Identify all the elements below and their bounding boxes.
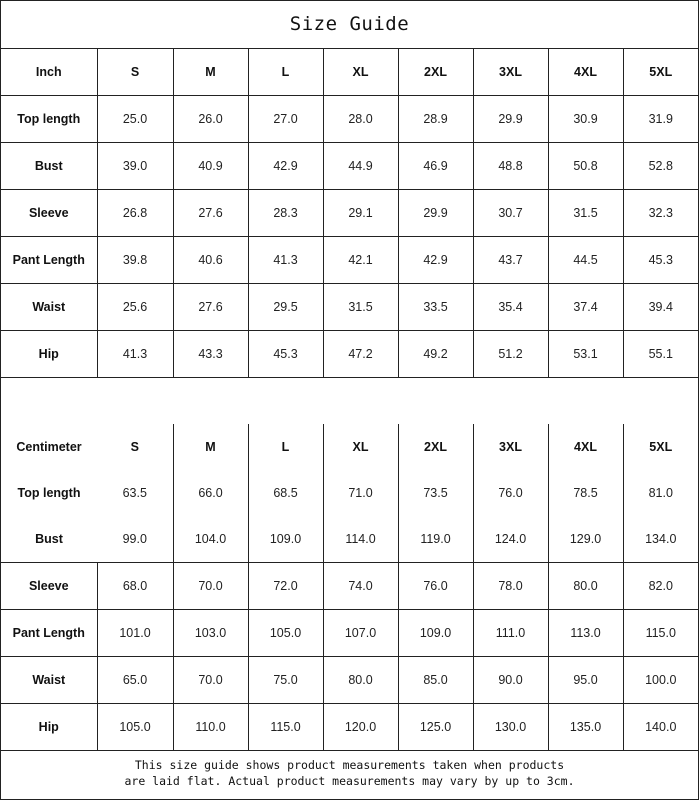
table-cell: 27.6 <box>173 284 248 331</box>
table-cell: 65.0 <box>97 657 173 704</box>
size-header: 5XL <box>623 49 698 96</box>
table-cell: 107.0 <box>323 610 398 657</box>
size-header: 3XL <box>473 424 548 470</box>
table-cell: 78.0 <box>473 563 548 610</box>
table-cell: 95.0 <box>548 657 623 704</box>
row-label: Top length <box>1 96 97 143</box>
size-header: M <box>173 424 248 470</box>
table-cell: 82.0 <box>623 563 698 610</box>
table-cell: 41.3 <box>97 331 173 378</box>
table-cell: 53.1 <box>548 331 623 378</box>
size-header: 4XL <box>548 49 623 96</box>
table-cell: 135.0 <box>548 704 623 751</box>
table-cell: 41.3 <box>248 237 323 284</box>
table-cell: 66.0 <box>173 470 248 516</box>
table-cell: 44.9 <box>323 143 398 190</box>
table-cell: 125.0 <box>398 704 473 751</box>
note-line-1: This size guide shows product measurements taken when products <box>134 758 565 772</box>
table-cell: 63.5 <box>97 470 173 516</box>
table-cell: 74.0 <box>323 563 398 610</box>
table-cell: 26.8 <box>97 190 173 237</box>
row-label: Pant Length <box>1 610 97 657</box>
table-cell: 68.0 <box>97 563 173 610</box>
row-label: Pant Length <box>1 237 97 284</box>
table-row <box>1 657 698 704</box>
row-label: Waist <box>1 657 97 704</box>
table-cell: 73.5 <box>398 470 473 516</box>
size-header: 2XL <box>398 49 473 96</box>
table-cell: 28.3 <box>248 190 323 237</box>
table-cell: 76.0 <box>398 563 473 610</box>
table-cell: 25.6 <box>97 284 173 331</box>
table-row <box>1 143 698 190</box>
table-cell: 80.0 <box>323 657 398 704</box>
table-cell: 114.0 <box>323 516 398 563</box>
table-cell: 27.6 <box>173 190 248 237</box>
table-cell: 109.0 <box>248 516 323 563</box>
size-header: S <box>97 424 173 470</box>
table-cell: 130.0 <box>473 704 548 751</box>
centimeter-header-row <box>1 424 698 470</box>
row-label: Sleeve <box>1 190 97 237</box>
table-cell: 37.4 <box>548 284 623 331</box>
size-header: 4XL <box>548 424 623 470</box>
table-cell: 29.1 <box>323 190 398 237</box>
table-cell: 32.3 <box>623 190 698 237</box>
row-label: Bust <box>1 516 97 563</box>
table-cell: 50.8 <box>548 143 623 190</box>
page-title: Size Guide <box>1 1 698 49</box>
table-cell: 129.0 <box>548 516 623 563</box>
size-header: 3XL <box>473 49 548 96</box>
table-cell: 30.7 <box>473 190 548 237</box>
table-cell: 75.0 <box>248 657 323 704</box>
table-cell: 68.5 <box>248 470 323 516</box>
size-header: 5XL <box>649 440 673 454</box>
table-spacer <box>1 378 698 424</box>
table-cell: 45.3 <box>623 237 698 284</box>
table-cell: 76.0 <box>473 470 548 516</box>
table-cell: 111.0 <box>473 610 548 657</box>
table-cell: 49.2 <box>398 331 473 378</box>
table-cell: 42.1 <box>323 237 398 284</box>
table-cell: 28.0 <box>323 96 398 143</box>
table-cell: 101.0 <box>97 610 173 657</box>
table-cell: 31.5 <box>323 284 398 331</box>
table-row <box>1 516 698 563</box>
row-label: Hip <box>1 331 97 378</box>
table-cell: 134.0 <box>623 516 698 563</box>
table-cell: 110.0 <box>173 704 248 751</box>
table-row <box>1 190 698 237</box>
table-cell: 115.0 <box>623 610 698 657</box>
table-row <box>1 331 698 378</box>
row-label: Sleeve <box>1 563 97 610</box>
table-cell: 45.3 <box>248 331 323 378</box>
size-header: XL <box>323 49 398 96</box>
table-cell: 47.2 <box>323 331 398 378</box>
inch-header-row <box>1 49 698 96</box>
size-header: L <box>248 49 323 96</box>
table-cell: 70.0 <box>173 563 248 610</box>
table-cell: 124.0 <box>473 516 548 563</box>
inch-size-table <box>1 49 698 378</box>
row-label: Waist <box>1 284 97 331</box>
table-cell: 44.5 <box>548 237 623 284</box>
table-cell: 29.9 <box>398 190 473 237</box>
table-cell: 119.0 <box>398 516 473 563</box>
table-row <box>1 563 698 610</box>
table-cell: 31.5 <box>548 190 623 237</box>
table-cell: 55.1 <box>623 331 698 378</box>
table-cell: 42.9 <box>398 237 473 284</box>
measurement-note <box>1 750 698 795</box>
table-cell: 39.0 <box>97 143 173 190</box>
table-cell: 39.4 <box>623 284 698 331</box>
table-cell: 52.8 <box>623 143 698 190</box>
size-header: M <box>173 49 248 96</box>
table-cell: 35.4 <box>473 284 548 331</box>
table-cell: 39.8 <box>97 237 173 284</box>
table-cell: 105.0 <box>248 610 323 657</box>
table-cell: 31.9 <box>623 96 698 143</box>
centimeter-size-table <box>1 424 698 750</box>
table-cell: 46.9 <box>398 143 473 190</box>
table-cell: 78.5 <box>548 470 623 516</box>
table-row <box>1 470 698 516</box>
table-cell: 113.0 <box>548 610 623 657</box>
table-cell: 33.5 <box>398 284 473 331</box>
table-cell: 25.0 <box>97 96 173 143</box>
table-cell: 42.9 <box>248 143 323 190</box>
table-cell: 29.9 <box>473 96 548 143</box>
table-cell: 100.0 <box>623 657 698 704</box>
table-cell: 28.9 <box>398 96 473 143</box>
row-label: Top length <box>17 486 81 500</box>
table-cell: 104.0 <box>173 516 248 563</box>
table-cell: 51.2 <box>473 331 548 378</box>
table-cell: 30.9 <box>548 96 623 143</box>
table-cell: 71.0 <box>323 470 398 516</box>
table-cell: 27.0 <box>248 96 323 143</box>
table-cell: 115.0 <box>248 704 323 751</box>
table-cell: 43.7 <box>473 237 548 284</box>
table-cell: 40.6 <box>173 237 248 284</box>
table-cell: 40.9 <box>173 143 248 190</box>
table-row <box>1 96 698 143</box>
table-row <box>1 704 698 751</box>
table-row <box>1 284 698 331</box>
table-cell: 105.0 <box>97 704 173 751</box>
size-header: 2XL <box>398 424 473 470</box>
row-label: Hip <box>1 704 97 751</box>
table-row <box>1 237 698 284</box>
table-cell: 85.0 <box>398 657 473 704</box>
table-cell: 99.0 <box>97 516 173 563</box>
table-cell: 70.0 <box>173 657 248 704</box>
unit-label: Centimeter <box>16 440 82 454</box>
size-header: L <box>248 424 323 470</box>
table-cell: 109.0 <box>398 610 473 657</box>
table-cell: 120.0 <box>323 704 398 751</box>
size-header: XL <box>323 424 398 470</box>
table-cell: 43.3 <box>173 331 248 378</box>
table-cell: 140.0 <box>645 720 677 734</box>
table-cell: 103.0 <box>173 610 248 657</box>
unit-label: Inch <box>1 49 97 96</box>
size-header: S <box>97 49 173 96</box>
table-cell: 80.0 <box>548 563 623 610</box>
table-cell: 72.0 <box>248 563 323 610</box>
table-cell: 81.0 <box>648 486 673 500</box>
table-cell: 48.8 <box>473 143 548 190</box>
note-line-2: are laid flat. Actual product measurements may vary by up to 3cm. <box>124 774 575 788</box>
table-cell: 29.5 <box>248 284 323 331</box>
table-row <box>1 610 698 657</box>
table-cell: 26.0 <box>173 96 248 143</box>
table-cell: 90.0 <box>473 657 548 704</box>
row-label: Bust <box>1 143 97 190</box>
